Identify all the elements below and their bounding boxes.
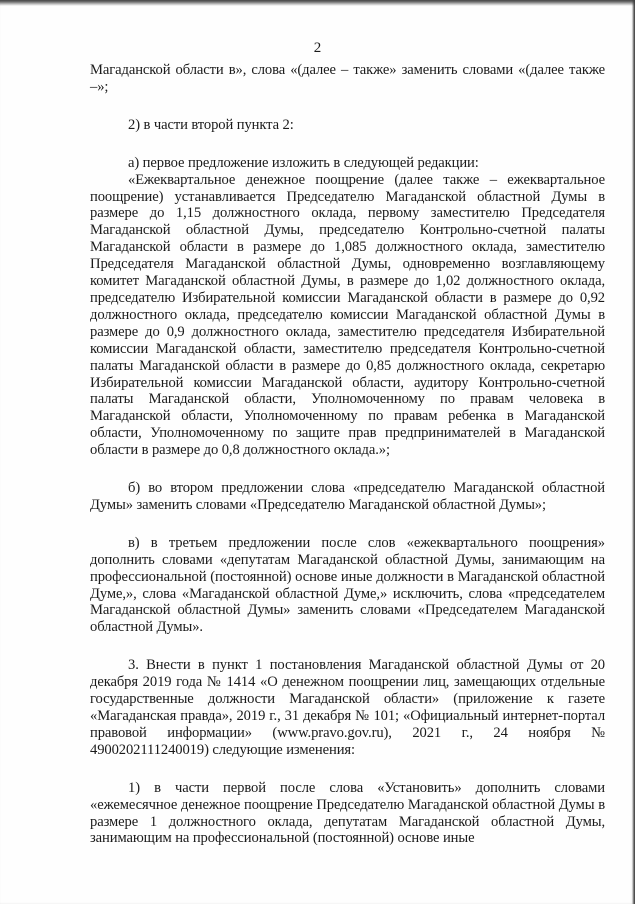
paragraph-subitem-v: в) в третьем предложении после слов «ежеквартального поощрения» дополнить словами «депутатам Магаданской областной Думы, занимающим на профессиональной (постоянной) основе иные должности в Магаданской областной Думе,», слова «Магаданской областной Думе,» исключить, слова «председателем Магаданской областной Думы» заменить словами «Председателем Магаданской областной Думы».	[90, 534, 605, 636]
paragraph-subitem-a: а) первое предложение изложить в следующей редакции:	[128, 154, 479, 171]
paragraph-subitem-1: 1) в части первой после слова «Установить» дополнить словами «ежемесячное денежное поощрение Председателю Магаданской областной Думы в размере 1 должностного оклада, депутатам Магаданской областной Думы, занимающим на профессиональной (постоянной) основе иные	[90, 779, 605, 847]
document-body	[90, 62, 605, 847]
paragraph-quoted-text: «Ежеквартальное денежное поощрение (далее также – ежеквартальное поощрение) устанавливается Председателю Магаданской областной Думы в размере до 1,15 должностного оклада, первому заместителю Председателя Магаданской областной Думы, председателю Контрольно-счетной палаты Магаданской области в размере до 1,085 должностного оклада, заместителю Председателя Магаданской областной Думы, одновременно возглавляющему комитет Магаданской областной Думы, в размере до 1,02 должностного оклада, председателю Избирательной комиссии Магаданской области в размере до 0,92 должностного оклада, председателю комиссии Магаданской областной Думы в размере до 0,9 должностного оклада, заместителю председателя Избирательной комиссии Магаданской области, заместителю председателя Контрольно-счетной палаты Магаданской области в размере до 0,85 должностного оклада, секретарю Избирательной комиссии Магаданской области, аудитору Контрольно-счетной палаты Магаданской области, Уполномоченному по правам человека в Магаданской области, Уполномоченному по правам ребенка в Магаданской области, Уполномоченному по защите прав предпринимателей в Магаданской области в размере до 0,8 должностного оклада.»;	[90, 171, 605, 459]
paragraph-item-3: 3. Внести в пункт 1 постановления Магаданской областной Думы от 20 декабря 2019 года № 1414 «О денежном поощрении лиц, замещающих отдельные государственные должности Магаданской области» (приложение к газете «Магаданская правда», 2019 г., 31 декабря № 101; «Официальный интернет-портал правовой информации» (www.pravo.gov.ru), 2021 г., 24 ноября № 4900202111240019) следующие изменения:	[90, 657, 605, 758]
page-number: 2	[313, 40, 322, 56]
scan-edge-top	[0, 0, 635, 6]
paragraph-item-2: 2) в части второй пункта 2:	[128, 116, 294, 133]
paragraph-continuation: Магаданской области в», слова «(далее – также» заменить словами «(далее также –»;	[90, 62, 605, 95]
paragraph-subitem-b: б) во втором предложении слова «председателю Магаданской областной Думы» заменить словами «Председателю Магаданской областной Думы»;	[90, 480, 605, 513]
